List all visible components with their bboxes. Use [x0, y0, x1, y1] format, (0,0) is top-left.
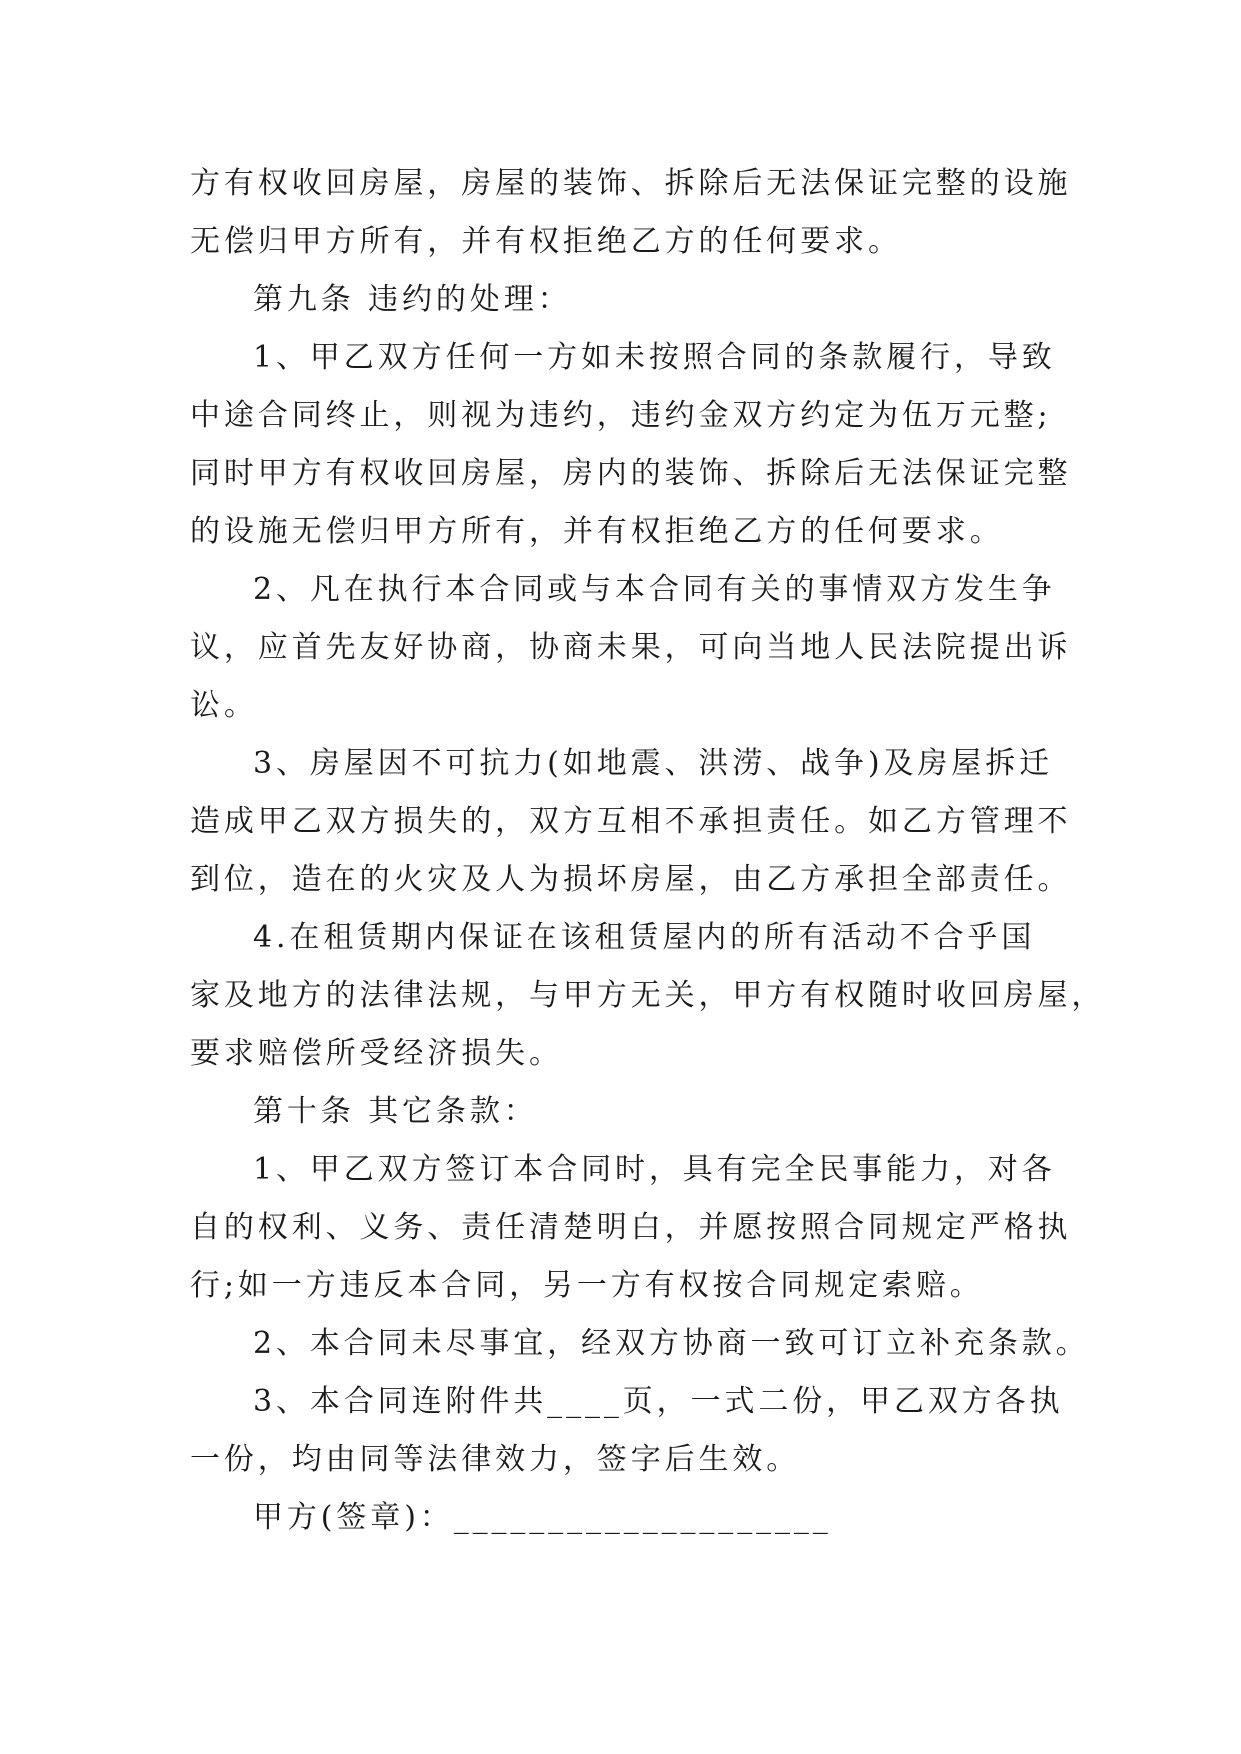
clause-line: 4.在租赁期内保证在该租赁屋内的所有活动不合乎国	[253, 920, 1036, 955]
paragraph-line: 议，应首先友好协商，协商未果，可向当地人民法院提出诉	[190, 630, 1072, 665]
paragraph-line: 讼。	[190, 688, 258, 723]
paragraph-line: 行;如一方违反本合同，另一方有权按合同规定索赔。	[190, 1268, 984, 1303]
paragraph-line: 自的权利、义务、责任清楚明白，并愿按照合同规定严格执	[190, 1210, 1072, 1245]
paragraph-line: 家及地方的法律法规，与甲方无关，甲方有权随时收回房屋，	[190, 978, 1106, 1013]
clause-line: 1、甲乙双方任何一方如未按照合同的条款履行，导致	[253, 340, 1056, 375]
document-body	[190, 155, 1106, 1547]
clause-line: 2、本合同未尽事宜，经双方协商一致可订立补充条款。	[253, 1326, 1090, 1361]
clause-line: 1、甲乙双方签订本合同时，具有完全民事能力，对各	[253, 1152, 1056, 1187]
paragraph-line: 同时甲方有权收回房屋，房内的装饰、拆除后无法保证完整	[190, 456, 1072, 491]
clause-line: 2、凡在执行本合同或与本合同有关的事情双方发生争	[253, 572, 1056, 607]
paragraph-line: 无偿归甲方所有，并有权拒绝乙方的任何要求。	[190, 224, 902, 259]
paragraph-line: 一份，均由同等法律效力，签字后生效。	[190, 1442, 801, 1477]
signature-line-party-a: 甲方(签章)：____________________	[253, 1500, 832, 1535]
paragraph-line: 方有权收回房屋，房屋的装饰、拆除后无法保证完整的设施	[190, 166, 1072, 201]
paragraph-line: 的设施无偿归甲方所有，并有权拒绝乙方的任何要求。	[190, 514, 1004, 549]
paragraph-line: 中途合同终止，则视为违约，违约金双方约定为伍万元整;	[190, 398, 1052, 433]
article-heading: 第九条 违约的处理：	[253, 282, 572, 317]
paragraph-line: 到位，造在的火灾及人为损坏房屋，由乙方承担全部责任。	[190, 862, 1072, 897]
clause-line: 3、本合同连附件共____页，一式二份，甲乙双方各执	[253, 1384, 1064, 1419]
paragraph-line: 造成甲乙双方损失的，双方互相不承担责任。如乙方管理不	[190, 804, 1072, 839]
clause-line: 3、房屋因不可抗力(如地震、洪涝、战争)及房屋拆迁	[253, 746, 1053, 781]
paragraph-line: 要求赔偿所受经济损失。	[190, 1036, 563, 1071]
article-heading: 第十条 其它条款：	[253, 1094, 538, 1129]
